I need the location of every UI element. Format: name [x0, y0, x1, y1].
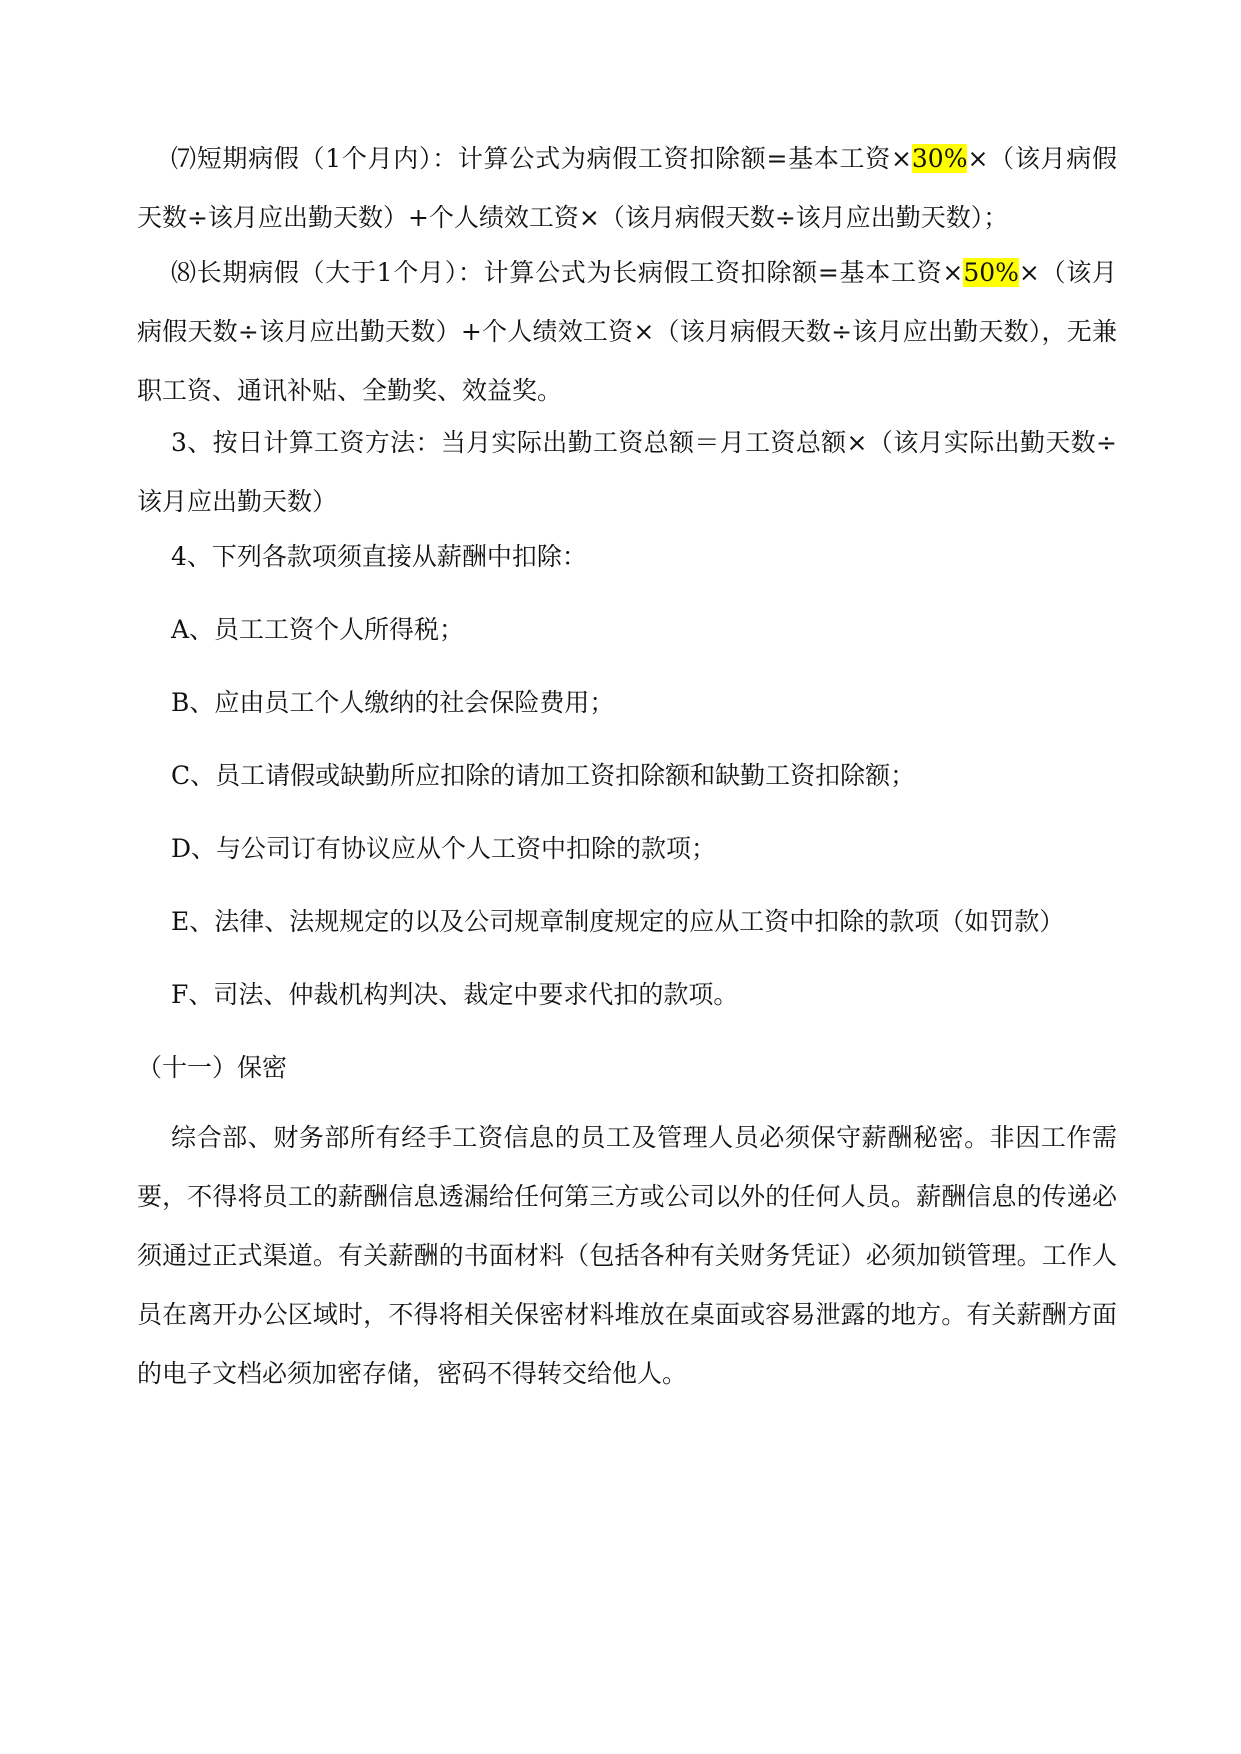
long-sick-leave-text-before: ⑻长期病假（大于1个月）：计算公式为长病假工资扣除额=基本工资×: [171, 258, 964, 287]
paragraph-long-sick-leave: [137, 243, 1117, 420]
highlight-50-percent: 50%: [963, 258, 1019, 287]
list-item-d: D、与公司订有协议应从个人工资中扣除的款项；: [171, 834, 717, 863]
paragraph-confidentiality: 综合部、财务部所有经手工资信息的员工及管理人员必须保守薪酬秘密。非因工作需要，不得将员工的薪酬信息透漏给任何第三方或公司以外的任何人员。薪酬信息的传递必须通过正式渠道。有关薪酬的书面材料（包括各种有关财务凭证）必须加锁管理。工作人员在离开办公区域时，不得将相关保密材料堆放在桌面或容易泄露的地方。有关薪酬方面的电子文档必须加密存储，密码不得转交给他人。: [137, 1123, 1117, 1388]
paragraph-deductions-intro: 4、下列各款项须直接从薪酬中扣除：: [171, 542, 587, 571]
highlight-30-percent: 30%: [911, 144, 968, 173]
paragraph-daily-wage-method: 3、按日计算工资方法：当月实际出勤工资总额＝月工资总额×（该月实际出勤天数÷该月应出勤天数）: [137, 428, 1117, 516]
section-heading-confidentiality: （十一）保密: [137, 1053, 288, 1082]
long-sick-leave-text-after: ×（该月病假天数÷该月应出勤天数）+个人绩效工资×（该月病假天数÷该月应出勤天数），无兼职工资、通讯补贴、全勤奖、效益奖。: [137, 258, 1117, 405]
list-item-e: E、法律、法规规定的以及公司规章制度规定的应从工资中扣除的款项（如罚款）: [171, 907, 1065, 936]
short-sick-leave-text-before: ⑺短期病假（1个月内）：计算公式为病假工资扣除额=基本工资×: [171, 144, 912, 173]
list-item-c: C、员工请假或缺勤所应扣除的请加工资扣除额和缺勤工资扣除额；: [171, 761, 916, 790]
list-item-b: B、应由员工个人缴纳的社会保险费用；: [171, 688, 615, 717]
short-sick-leave-text-after: ×（该月病假天数÷该月应出勤天数）+个人绩效工资×（该月病假天数÷该月应出勤天数）；: [137, 144, 1117, 232]
list-item-a: A、员工工资个人所得税；: [171, 615, 465, 644]
paragraph-short-sick-leave: [137, 129, 1117, 247]
list-item-f: F、司法、仲裁机构判决、裁定中要求代扣的款项。: [171, 980, 739, 1009]
